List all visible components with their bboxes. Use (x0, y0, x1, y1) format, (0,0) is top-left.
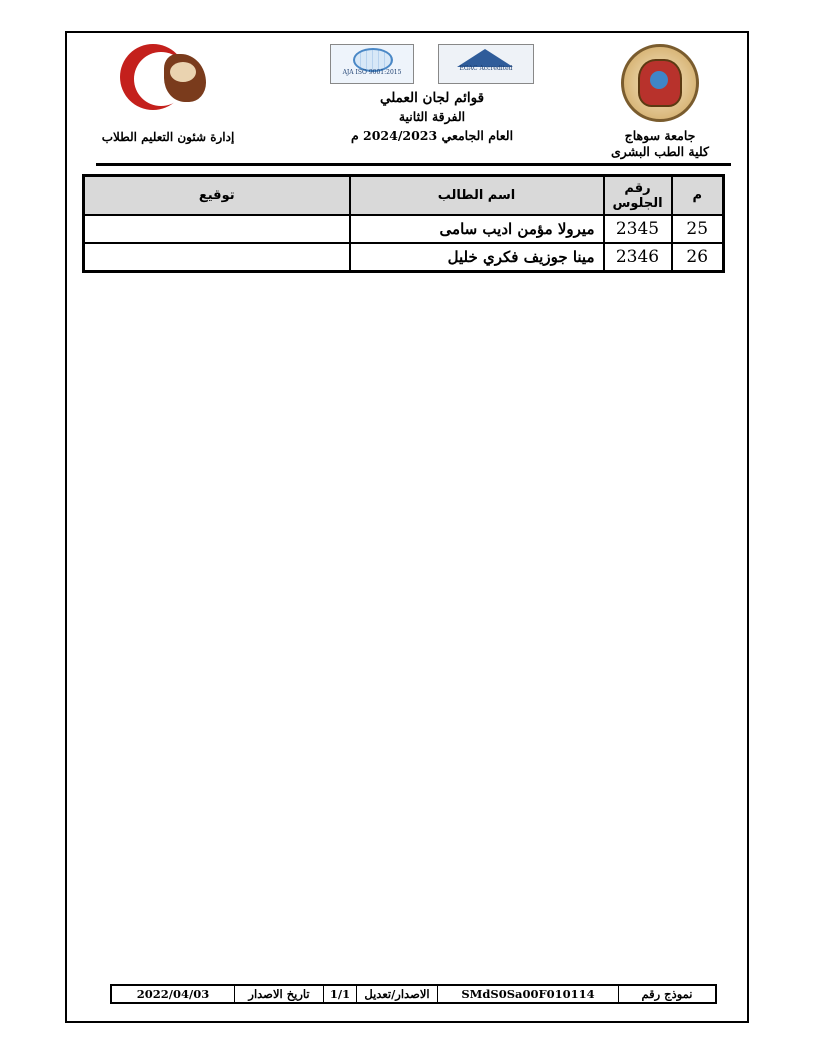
table-row (84, 215, 724, 243)
aja-certification-logo-icon: AJA ISO 9001:2015 (330, 44, 414, 84)
student-roster-table (82, 174, 725, 273)
form-info-footer (110, 984, 717, 1004)
university-name: جامعة سوهاج (624, 128, 696, 143)
department-name: إدارة شئون التعليم الطلاب (101, 130, 235, 144)
center-header (330, 44, 534, 143)
version-label: الاصدار/تعديل (357, 985, 438, 1003)
column-header-seat-number: رقم الجلوس (604, 176, 672, 216)
row-index: 25 (672, 215, 724, 243)
row-student-name: ميرولا مؤمن اديب سامى (350, 215, 604, 243)
version-value: 1/1 (324, 985, 357, 1003)
issue-date-value: 2022/04/03 (111, 985, 235, 1003)
column-header-index: م (672, 176, 724, 216)
header-divider (96, 163, 731, 166)
row-signature-cell (84, 215, 350, 243)
column-header-student-name: اسم الطالب (350, 176, 604, 216)
row-index: 26 (672, 243, 724, 272)
department-header (98, 44, 238, 144)
faculty-name: كلية الطب البشرى (611, 144, 709, 159)
column-header-signature: توقيع (84, 176, 350, 216)
sohag-university-seal-icon (621, 44, 699, 122)
issue-date-label: تاريخ الاصدار (235, 985, 324, 1003)
egac-accreditation-logo-icon: EGAC Accredited (438, 44, 534, 84)
faculty-crescent-logo-icon (108, 44, 228, 114)
academic-year: العام الجامعي 2024/2023 م (350, 128, 514, 143)
table-row (84, 243, 724, 272)
table-header-row (84, 176, 724, 216)
university-header (600, 44, 720, 159)
document-title: قوائم لجان العملي (379, 90, 485, 106)
row-seat-number: 2346 (604, 243, 672, 272)
row-student-name: مينا جوزيف فكري خليل (350, 243, 604, 272)
form-number-value: SMdS0Sa00F010114 (438, 985, 619, 1003)
form-number-label: نموذج رقم (619, 985, 717, 1003)
row-signature-cell (84, 243, 350, 272)
student-level: الفرقة الثانية (398, 109, 466, 124)
row-seat-number: 2345 (604, 215, 672, 243)
